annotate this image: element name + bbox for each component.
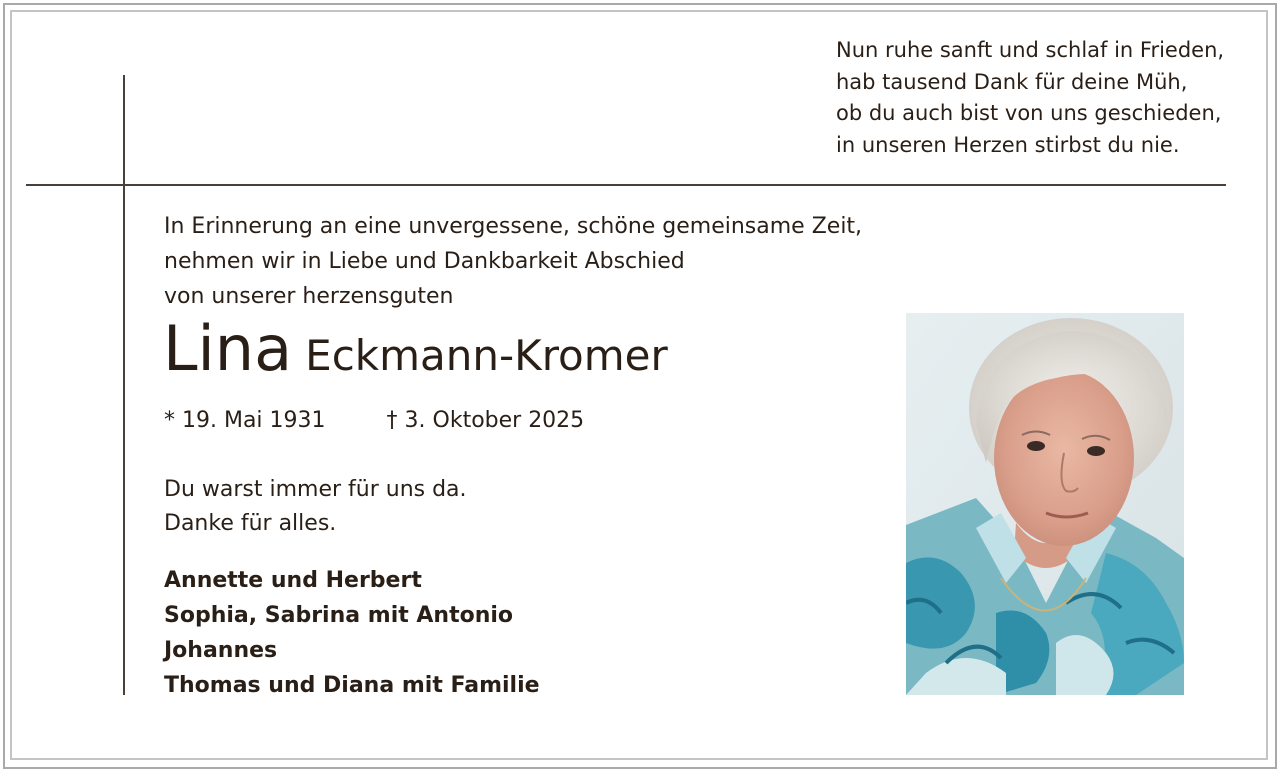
poem [836,35,1224,161]
mourner-line: Annette und Herbert [164,568,422,593]
mourners-list [164,563,540,703]
closing-line: Danke für alles. [164,511,337,536]
poem-line: Nun ruhe sanft und schlaf in Frieden, [836,38,1225,62]
closing-line: Du warst immer für uns da. [164,477,467,502]
portrait-photo [906,313,1184,695]
cross-vertical-beam [123,75,125,695]
intro-line: von unserer herzensguten [164,284,454,309]
death-date: † 3. Oktober 2025 [386,408,585,433]
life-dates [164,404,584,438]
deceased-name [163,312,668,385]
last-name: Eckmann-Kromer [305,331,668,380]
intro-line: nehmen wir in Liebe und Dankbarkeit Abschied [164,249,685,274]
mourner-line: Sophia, Sabrina mit Antonio [164,603,514,628]
intro-text [164,209,862,314]
poem-line: ob du auch bist von uns geschieden, [836,101,1222,125]
mourner-line: Johannes [164,638,278,663]
first-name: Lina [163,312,293,385]
poem-line: in unseren Herzen stirbst du nie. [836,132,1180,157]
birth-date: * 19. Mai 1931 [164,408,326,433]
closing-text [164,473,467,541]
intro-line: In Erinnerung an eine unvergessene, schöne gemeinsame Zeit, [164,214,863,239]
poem-line: hab tausend Dank für deine Müh, [836,69,1188,94]
mourner-line: Thomas und Diana mit Familie [164,673,540,698]
cross-horizontal-beam [26,184,1226,186]
